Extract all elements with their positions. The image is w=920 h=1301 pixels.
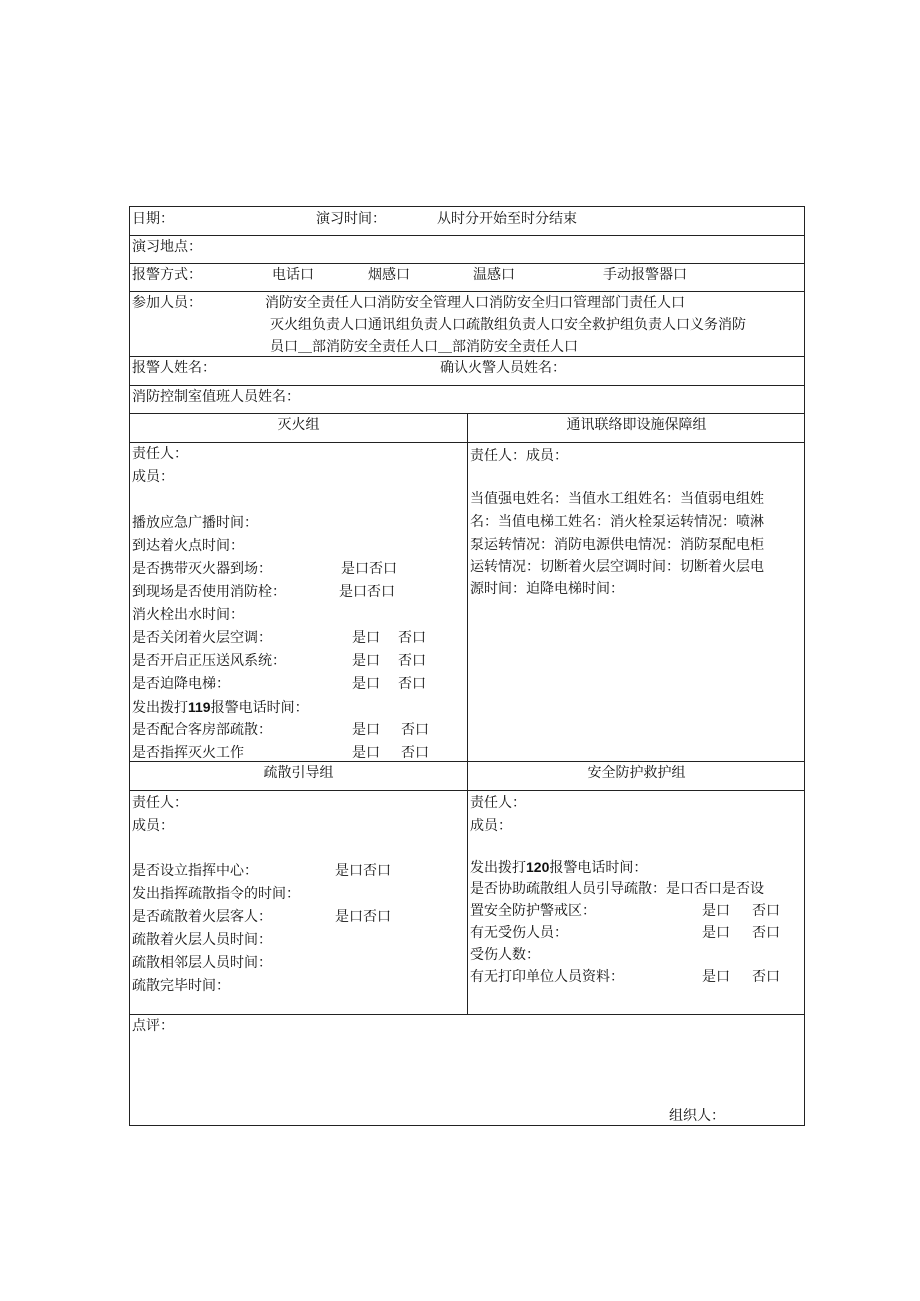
fire-ac-no[interactable]: 否口	[398, 630, 426, 646]
column-divider	[467, 413, 468, 1014]
evac-guests-options[interactable]: 是口否口	[335, 909, 391, 925]
evac-guests-question: 是否疏散着火层客人：	[132, 909, 272, 925]
safety-injured-no[interactable]: 否口	[752, 925, 780, 941]
comm-group-title: 通讯联络即设施保障组	[566, 417, 707, 433]
fire-pressure-yes[interactable]: 是口	[352, 653, 380, 669]
fire-hydrant-water-time: 消火栓出水时间：	[132, 607, 244, 623]
safety-leader-label: 责任人：	[470, 795, 526, 811]
fire-hydrant-options[interactable]: 是口否口	[339, 584, 395, 600]
safety-cordon-question: 置安全防护警戒区：	[470, 903, 596, 919]
fire-elevator-question: 是否迫降电梯：	[132, 676, 230, 692]
fire-pressure-question: 是否开启正压送风系统：	[132, 653, 286, 669]
row-divider	[130, 1014, 804, 1015]
evac-adjacent-floor-time: 疏散相邻层人员时间：	[132, 955, 272, 971]
reporter-label: 报警人姓名：	[132, 360, 216, 376]
alarm-temp-option[interactable]: 温感口	[473, 267, 515, 283]
comm-leader-members-label: 责任人：成员：	[470, 448, 568, 464]
safety-print-records-no[interactable]: 否口	[752, 969, 780, 985]
alarm-manual-option[interactable]: 手动报警器口	[603, 267, 687, 283]
fire-housekeeping-question: 是否配合客房部疏散：	[132, 722, 272, 738]
row-divider	[130, 263, 804, 264]
fire-extinguisher-options[interactable]: 是口否口	[341, 561, 397, 577]
row-divider	[130, 356, 804, 357]
fire-command-yes[interactable]: 是口	[352, 745, 380, 761]
fire-ac-yes[interactable]: 是口	[352, 630, 380, 646]
comm-detail-line-3: 泵运转情况：消防电源供电情况：消防泵配电柜	[470, 537, 764, 553]
comm-detail-line-5: 源时间：迫降电梯时间：	[470, 581, 624, 597]
safety-print-records-yes[interactable]: 是口	[702, 969, 730, 985]
evac-group-title: 疏散引导组	[263, 765, 334, 781]
confirmer-label: 确认火警人员姓名：	[440, 360, 566, 376]
safety-print-records-question: 有无打印单位人员资料：	[470, 969, 624, 985]
fire-housekeeping-yes[interactable]: 是口	[352, 722, 380, 738]
evac-command-center-question: 是否设立指挥中心：	[132, 863, 258, 879]
fire-elevator-no[interactable]: 否口	[398, 676, 426, 692]
drill-time-label: 演习时间：	[316, 211, 386, 227]
fire-call-119-time: 发出拨打119报警电话时间：	[132, 699, 309, 716]
organizer-label: 组织人：	[669, 1108, 725, 1124]
evac-leader-label: 责任人：	[132, 795, 188, 811]
fire-extinguisher-question: 是否携带灭火器到场：	[132, 561, 272, 577]
safety-injured-yes[interactable]: 是口	[702, 925, 730, 941]
comm-detail-line-1: 当值强电姓名：当值水工组姓名：当值弱电组姓	[470, 491, 764, 507]
row-divider	[130, 291, 804, 292]
evac-complete-time: 疏散完毕时间：	[132, 978, 230, 994]
safety-cordon-no[interactable]: 否口	[752, 903, 780, 919]
drill-record-form	[129, 206, 805, 1126]
fire-elevator-yes[interactable]: 是口	[352, 676, 380, 692]
comm-detail-line-2: 名：当值电梯工姓名：消火栓泵运转情况：喷淋	[470, 514, 764, 530]
safety-members-label: 成员：	[470, 818, 512, 834]
evac-fire-floor-time: 疏散着火层人员时间：	[132, 932, 272, 948]
fire-arrival-time: 到达着火点时间：	[132, 538, 244, 554]
fire-command-question: 是否指挥灭火工作	[132, 745, 244, 761]
fire-broadcast-time: 播放应急广播时间：	[132, 515, 258, 531]
fire-housekeeping-no[interactable]: 否口	[401, 722, 429, 738]
fire-group-title: 灭火组	[277, 417, 320, 433]
safety-cordon-yes[interactable]: 是口	[702, 903, 730, 919]
drill-time-value: 从时分开始至时分结束	[437, 211, 577, 227]
participants-line-2: 灭火组负责人口通讯组负责人口疏散组负责人口安全救护组负责人口义务消防	[270, 317, 746, 333]
fire-pressure-no[interactable]: 否口	[398, 653, 426, 669]
safety-injured-question: 有无受伤人员：	[470, 925, 568, 941]
alarm-method-label: 报警方式：	[132, 267, 202, 283]
safety-group-title: 安全防护救护组	[587, 765, 686, 781]
evac-members-label: 成员：	[132, 818, 174, 834]
fire-members-label: 成员：	[132, 469, 174, 485]
safety-injured-count: 受伤人数：	[470, 947, 540, 963]
comment-label: 点评：	[132, 1018, 174, 1034]
participants-line-3: 员口＿部消防安全责任人口＿部消防安全责任人口	[270, 339, 578, 355]
location-label: 演习地点：	[132, 239, 202, 255]
date-label: 日期：	[132, 211, 174, 227]
safety-assist-evac-question: 是否协助疏散组人员引导疏散：是口否口是否设	[470, 881, 764, 897]
alarm-smoke-option[interactable]: 烟感口	[368, 267, 410, 283]
fire-ac-question: 是否关闭着火层空调：	[132, 630, 272, 646]
evac-command-center-options[interactable]: 是口否口	[335, 863, 391, 879]
alarm-phone-option[interactable]: 电话口	[272, 267, 314, 283]
fire-command-no[interactable]: 否口	[401, 745, 429, 761]
control-room-label: 消防控制室值班人员姓名：	[132, 389, 300, 405]
evac-instruction-time: 发出指挥疏散指令的时间：	[132, 886, 300, 902]
participants-line-1: 消防安全责任人口消防安全管理人口消防安全归口管理部门责任人口	[265, 295, 685, 311]
safety-call-120-time: 发出拨打120报警电话时间：	[470, 859, 648, 876]
fire-leader-label: 责任人：	[132, 446, 188, 462]
row-divider	[130, 235, 804, 236]
row-divider	[130, 385, 804, 386]
fire-hydrant-question: 到现场是否使用消防栓：	[132, 584, 286, 600]
participants-label: 参加人员：	[132, 295, 202, 311]
comm-detail-line-4: 运转情况：切断着火层空调时间：切断着火层电	[470, 559, 764, 575]
